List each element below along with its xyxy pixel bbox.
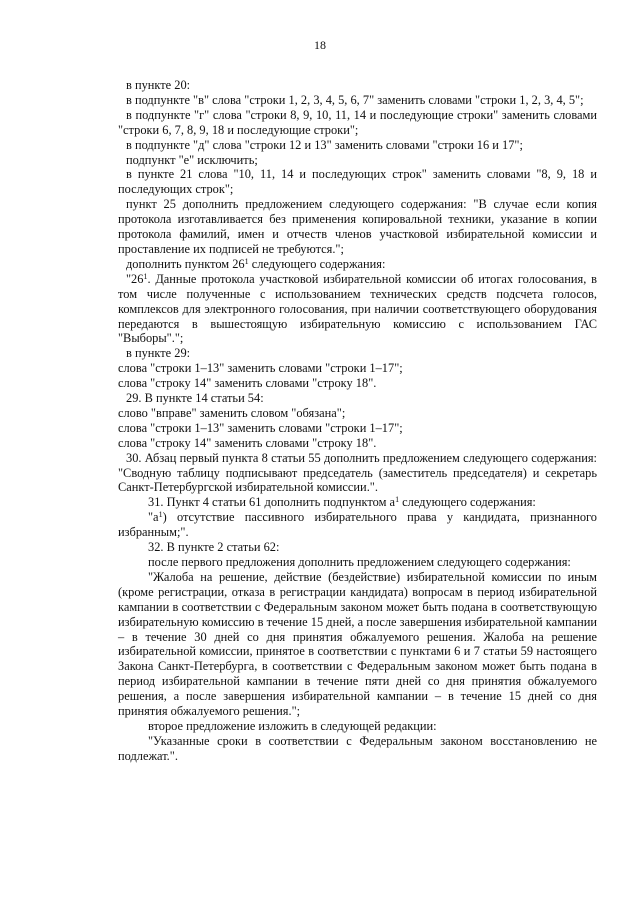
superscript: 1 [143, 271, 148, 281]
paragraph: после первого предложения дополнить предложением следующего содержания: [148, 555, 571, 569]
paragraph [118, 510, 597, 540]
paragraph: слова "строки 1–13" заменить словами "строки 1–17"; [118, 361, 403, 376]
paragraph-text: следующего содержания: [399, 495, 536, 510]
paragraph: слова "строку 14" заменить словами "строку 18". [118, 376, 377, 391]
paragraph-text: следующего содержания: [248, 256, 386, 271]
paragraph: в пункте 21 слова "10, 11, 14 и последующих строк" заменить словами "8, 9, 18 и последующих строк"; [118, 167, 597, 197]
paragraph: 30. Абзац первый пункта 8 статьи 55 дополнить предложением следующего содержания: "Сводную таблицу подписывают председатель (заместитель председателя) и секретарь Санкт-Петербургской избирательной комиссии.". [118, 450, 597, 495]
paragraph: подпункт "е" исключить; [126, 152, 258, 167]
superscript: 1 [395, 495, 400, 505]
document-body [118, 78, 597, 764]
paragraph-text: "26 [126, 271, 144, 286]
paragraph: "Жалоба на решение, действие (бездействие) избирательной комиссии по иным (кроме регистрации, отказа в регистрации кандидата) вопросам в период избирательной кампании в соответствии с Федеральным законом может быть подана в соответствующую избирательную комиссию в течение 15 дней, а после завершения избирательной кампании – в течение 30 дней со дня принятия обжалуемого решения. Жалоба на решение избирательной комиссии, принятое в соответствии с пунктами 6 и 7 статьи 59 настоящего Закона Санкт-Петербурга, в соответствии с Федеральным законом может быть подана в период избирательной кампании в течение пяти дней со дня принятия обжалуемого решения, а после завершения избирательной кампании – в течение 15 дней со дня принятия обжалуемого решения."; [118, 569, 597, 719]
paragraph: "Указанные сроки в соответствии с Федеральным законом восстановлению не подлежат.". [118, 733, 597, 763]
paragraph: пункт 25 дополнить предложением следующего содержания: "В случае если копия протокола изготавливается без применения копировальной техники, указание в копии протокола фамилий, имен и отчеств членов участковой избирательной комиссии и проставление их подписей не требуются."; [118, 197, 597, 256]
superscript: 1 [158, 510, 163, 520]
paragraph: в пункте 29: [126, 346, 191, 361]
paragraph: в подпункте "д" слова "строки 12 и 13" заменить словами "строки 16 и 17"; [126, 137, 523, 152]
paragraph-text: дополнить пунктом 26 [126, 256, 245, 271]
paragraph: 29. В пункте 14 статьи 54: [126, 391, 264, 406]
paragraph: в подпункте "в" слова "строки 1, 2, 3, 4, 5, 6, 7" заменить словами "строки 1, 2, 3, 4, 5"; [126, 92, 584, 107]
paragraph: 32. В пункте 2 статьи 62: [148, 540, 280, 555]
paragraph: слова "строку 14" заменить словами "строку 18". [118, 435, 377, 450]
paragraph-text: "а [148, 510, 159, 525]
superscript: 1 [244, 256, 249, 266]
paragraph: второе предложение изложить в следующей редакции: [148, 718, 437, 733]
paragraph [118, 495, 597, 510]
paragraph: слово "вправе" заменить словом "обязана"; [118, 405, 346, 420]
paragraph-text: . Данные протокола участковой избирательной комиссии об итогах голосования, в том числе полученные с использованием технических средств подсчета голосов, комплексов для электронного голосования, при наличии соответствующего оборудования передаются в вышестоящую избирательную комиссию с использованием ГАС "Выборы"."; [118, 271, 597, 346]
paragraph-text: 31. Пункт 4 статьи 61 дополнить подпунктом а [148, 495, 396, 510]
paragraph [118, 272, 597, 347]
paragraph: слова "строки 1–13" заменить словами "строки 1–17"; [118, 420, 403, 435]
paragraph: в подпункте "г" слова "строки 8, 9, 10, 11, 14 и последующие строки" заменить словами "строки 6, 7, 8, 9, 18 и последующие строки"; [118, 107, 597, 137]
paragraph: в пункте 20: [126, 78, 191, 92]
page-number: 18 [314, 38, 326, 52]
paragraph [118, 257, 597, 272]
paragraph-text: ) отсутствие пассивного избирательного права у кандидата, признанного избранным;". [118, 510, 597, 540]
